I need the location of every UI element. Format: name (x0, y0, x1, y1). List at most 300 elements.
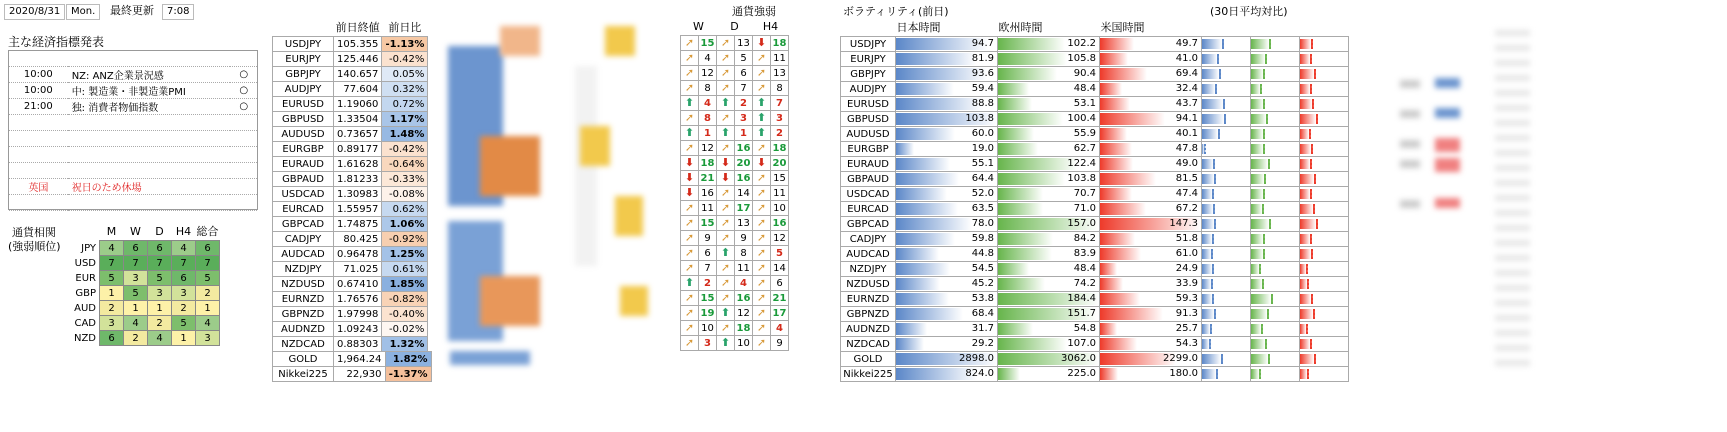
jp-volatility-bar (896, 172, 998, 187)
us-avg-ratio-bar (1300, 187, 1349, 202)
eu-avg-ratio-bar (1251, 82, 1300, 97)
avg-ratio-fill (1300, 114, 1318, 124)
eu-avg-ratio-bar (1251, 52, 1300, 67)
change-value: 0.62% (382, 202, 428, 217)
pair-symbol: EURCAD (841, 202, 896, 217)
arrow-cell (753, 321, 771, 336)
down-arrow-icon: ⬇ (756, 156, 767, 169)
us-avg-ratio-bar (1300, 217, 1349, 232)
jp-volatility-value: 44.8 (971, 248, 994, 259)
us-volatility-bar (1100, 337, 1202, 352)
diagonal-arrow-icon: ➚ (756, 51, 767, 64)
eu-volatility-value: 90.4 (1073, 68, 1096, 79)
eu-volatility-bar (998, 352, 1100, 367)
strength-score: 13 (771, 66, 789, 81)
eu-volatility-bar (998, 67, 1100, 82)
strength-title: 通貨相関 (12, 226, 56, 239)
arrow-cell (681, 291, 699, 306)
change-value: 0.32% (382, 82, 428, 97)
pair-symbol: AUDUSD (841, 127, 896, 142)
strength-arrow-row (681, 66, 789, 81)
strength-rank-cell: 4 (124, 316, 148, 331)
strength-score: 12 (699, 141, 717, 156)
strength-score: 16 (735, 171, 753, 186)
jp-volatility-bar (896, 112, 998, 127)
arrow-cell (753, 156, 771, 171)
eu-volatility-bar (998, 217, 1100, 232)
jp-avg-ratio-bar (1202, 202, 1251, 217)
jp-avg-ratio-bar (1202, 112, 1251, 127)
change-value: 1.82% (385, 352, 431, 367)
up-arrow-icon: ⬆ (720, 306, 731, 319)
eu-avg-ratio-bar (1251, 37, 1300, 52)
events-title: 主な経済指標発表 (8, 35, 105, 49)
strength-arrow-row (681, 261, 789, 276)
jp-avg-ratio-bar (1202, 307, 1251, 322)
strength-score: 1 (735, 126, 753, 141)
price-row (273, 292, 428, 307)
strength-rank-cell: 1 (172, 331, 196, 346)
avg-ratio-fill (1251, 264, 1261, 274)
eu-volatility-value: 70.7 (1073, 188, 1096, 199)
diagonal-arrow-icon: ➚ (684, 291, 695, 304)
volatility-row (841, 97, 1349, 112)
strength-arrow-row (681, 171, 789, 186)
pair-symbol: EURNZD (273, 292, 334, 307)
pair-symbol: NZDJPY (841, 262, 896, 277)
pair-symbol: Nikkei225 (841, 367, 896, 382)
prev-close-value: 0.67410 (334, 277, 382, 292)
avg-ratio-fill (1300, 99, 1314, 109)
volatility-row (841, 217, 1349, 232)
avg-ratio-fill (1202, 309, 1216, 319)
diagonal-arrow-icon: ➚ (720, 81, 731, 94)
avg-ratio-header (1202, 18, 1251, 37)
last-updated-time: 7:08 (162, 4, 194, 20)
arrow-cell (717, 306, 735, 321)
arrow-cell (717, 141, 735, 156)
volatility-fill (1100, 233, 1135, 245)
us-volatility-value: 67.2 (1175, 203, 1198, 214)
eu-volatility-bar (998, 337, 1100, 352)
strength-score: 15 (699, 216, 717, 231)
avg-ratio-fill (1251, 129, 1265, 139)
diagonal-arrow-icon: ➚ (756, 261, 767, 274)
prev-close-value: 1.61628 (334, 157, 382, 172)
strength-subtitle: (強弱順位) (8, 240, 61, 253)
avg-ratio-fill (1202, 144, 1206, 154)
pair-symbol: NZDCAD (273, 337, 334, 352)
price-header-row (273, 18, 428, 37)
jp-volatility-bar (896, 217, 998, 232)
us-volatility-value: 51.8 (1175, 233, 1198, 244)
strength-score: 8 (771, 81, 789, 96)
diagonal-arrow-icon: ➚ (684, 141, 695, 154)
jp-volatility-value: 78.0 (971, 218, 994, 229)
arrow-cell (753, 186, 771, 201)
change-value: -0.02% (382, 322, 428, 337)
strength-rank-cell: 3 (196, 331, 220, 346)
event-importance-mark: ○ (230, 83, 257, 99)
pair-symbol: GBPUSD (841, 112, 896, 127)
strength-score: 11 (735, 261, 753, 276)
up-arrow-icon: ⬆ (756, 96, 767, 109)
date-label: 2020/8/31 (4, 4, 65, 20)
eu-volatility-value: 48.4 (1073, 83, 1096, 94)
event-time (9, 163, 68, 179)
us-volatility-bar (1100, 352, 1202, 367)
pair-symbol: NZDJPY (273, 262, 334, 277)
arrow-cell (717, 261, 735, 276)
eu-avg-ratio-bar (1251, 127, 1300, 142)
volatility-fill (998, 338, 1067, 350)
avg-ratio-fill (1300, 144, 1313, 154)
volatility-fill (998, 368, 1020, 380)
strength-header-row (70, 222, 220, 241)
price-row (273, 217, 428, 232)
strength-row (70, 301, 220, 316)
eu-volatility-bar (998, 127, 1100, 142)
us-volatility-bar (1100, 142, 1202, 157)
strength-rank-cell: 5 (100, 271, 124, 286)
pair-symbol: USDCAD (841, 187, 896, 202)
strength-arrow-row (681, 96, 789, 111)
strength-rank-cell: 7 (172, 256, 196, 271)
pair-symbol: USDJPY (273, 37, 334, 52)
volatility-table-extra (840, 351, 1349, 382)
volatility-fill (1100, 188, 1132, 200)
jp-volatility-bar (896, 352, 998, 367)
prev-close-value: 0.73657 (334, 127, 382, 142)
prev-close-value: 22,930 (334, 367, 386, 382)
us-volatility-bar (1100, 307, 1202, 322)
volatility-fill (1100, 368, 1118, 380)
change-header: 前日比 (388, 21, 422, 34)
diagonal-arrow-icon: ➚ (684, 66, 695, 79)
arrow-cell (681, 111, 699, 126)
avg-ratio-fill (1202, 189, 1214, 199)
strength-rank-cell: 2 (196, 286, 220, 301)
arrow-cell (717, 216, 735, 231)
diagonal-arrow-icon: ➚ (720, 66, 731, 79)
jp-volatility-value: 52.0 (971, 188, 994, 199)
event-row (9, 83, 257, 99)
pair-symbol: EURJPY (841, 52, 896, 67)
strength-rank-cell: 3 (148, 286, 172, 301)
volatility-row (841, 127, 1349, 142)
volatility-fill (1100, 68, 1147, 80)
arrow-cell (681, 96, 699, 111)
strength-score: 3 (771, 111, 789, 126)
up-arrow-icon: ⬆ (684, 276, 695, 289)
eu-volatility-value: 53.1 (1073, 98, 1096, 109)
prev-close-value: 1.97998 (334, 307, 382, 322)
eu-volatility-bar (998, 202, 1100, 217)
avg-ratio-fill (1300, 264, 1308, 274)
jp-volatility-value: 29.2 (971, 338, 994, 349)
strength-row (70, 271, 220, 286)
pair-symbol: GBPAUD (273, 172, 334, 187)
strength-score: 1 (699, 126, 717, 141)
avg-ratio-fill (1300, 204, 1315, 214)
pair-symbol: GBPNZD (841, 307, 896, 322)
arrow-cell (717, 126, 735, 141)
jp-volatility-bar (896, 52, 998, 67)
prev-close-value: 0.88303 (334, 337, 382, 352)
arrow-cell (717, 36, 735, 51)
event-description (68, 51, 231, 67)
strength-rank-cell: 5 (124, 286, 148, 301)
eu-avg-ratio-bar (1251, 292, 1300, 307)
us-avg-ratio-bar (1300, 337, 1349, 352)
strength-rank-cell: 6 (148, 241, 172, 256)
jp-volatility-value: 64.4 (971, 173, 994, 184)
volatility-fill (998, 233, 1053, 245)
volatility-row (841, 37, 1349, 52)
strength-rank-cell: 2 (124, 331, 148, 346)
volatility-fill (896, 98, 983, 110)
price-row (273, 232, 428, 247)
down-arrow-icon: ⬇ (684, 171, 695, 184)
jp-volatility-value: 94.7 (971, 38, 994, 49)
us-volatility-bar (1100, 277, 1202, 292)
volatility-fill (896, 173, 959, 185)
jp-volatility-value: 54.5 (971, 263, 994, 274)
event-row (9, 67, 257, 83)
eu-volatility-bar (998, 262, 1100, 277)
avg-ratio-fill (1251, 279, 1264, 289)
pair-symbol: NZDUSD (841, 277, 896, 292)
event-time (9, 147, 68, 163)
jp-volatility-bar (896, 127, 998, 142)
strength-score: 14 (735, 186, 753, 201)
diagonal-arrow-icon: ➚ (684, 201, 695, 214)
change-value: -0.42% (382, 142, 428, 157)
us-volatility-value: 33.9 (1175, 278, 1198, 289)
jp-volatility-value: 88.8 (971, 98, 994, 109)
jp-volatility-value: 81.9 (971, 53, 994, 64)
strength-currency: JPY (81, 242, 96, 254)
price-row (273, 352, 432, 367)
arrow-cell (681, 66, 699, 81)
strength-score: 16 (735, 141, 753, 156)
strength-score: 2 (735, 96, 753, 111)
strength-rank-cell: 4 (172, 241, 196, 256)
eu-volatility-value: 100.4 (1067, 113, 1096, 124)
avg-ratio-fill (1202, 54, 1219, 64)
down-arrow-icon: ⬇ (720, 156, 731, 169)
eu-avg-ratio-bar (1251, 262, 1300, 277)
volatility-fill (1100, 308, 1163, 320)
eu-volatility-value: 107.0 (1067, 338, 1096, 349)
eu-volatility-bar (998, 52, 1100, 67)
strength-rank-cell: 1 (196, 301, 220, 316)
jp-volatility-bar (896, 367, 998, 382)
strength-rank-cell: 1 (100, 286, 124, 301)
volatility-row (841, 307, 1349, 322)
pair-symbol: AUDJPY (273, 82, 334, 97)
strength-arrow-row (681, 126, 789, 141)
price-row (273, 322, 428, 337)
strength-currency: AUD (74, 302, 96, 314)
strength-currency: NZD (73, 332, 96, 344)
last-updated-label: 最終更新 (110, 4, 154, 17)
price-row (273, 367, 432, 382)
change-value: 0.61% (382, 262, 428, 277)
strength-score: 16 (735, 291, 753, 306)
strength-arrow-header (681, 18, 789, 36)
volatility-fill (1100, 113, 1165, 125)
us-volatility-bar (1100, 172, 1202, 187)
event-row (9, 51, 257, 67)
us-volatility-value: 41.0 (1175, 53, 1198, 64)
avg-ratio-fill (1300, 339, 1312, 349)
diagonal-arrow-icon: ➚ (720, 141, 731, 154)
volatility-fill (896, 248, 939, 260)
avg-ratio-fill (1300, 324, 1308, 334)
eu-avg-ratio-bar (1251, 97, 1300, 112)
us-volatility-value: 94.1 (1175, 113, 1198, 124)
eu-volatility-bar (998, 247, 1100, 262)
strength-score: 16 (699, 186, 717, 201)
strength-arrow-row (681, 51, 789, 66)
jp-volatility-bar (896, 232, 998, 247)
arrow-cell (681, 246, 699, 261)
strength-matrix (70, 222, 220, 346)
prev-close-value: 1.09243 (334, 322, 382, 337)
arrow-cell (681, 171, 699, 186)
change-value: 0.05% (382, 67, 428, 82)
us-avg-ratio-bar (1300, 82, 1349, 97)
strength-score: 16 (771, 216, 789, 231)
event-time (9, 195, 68, 211)
strength-score: 8 (699, 111, 717, 126)
event-time: 英国 (9, 179, 68, 195)
event-row (9, 147, 257, 163)
strength-arrow-row (681, 291, 789, 306)
strength-score: 4 (699, 96, 717, 111)
arrow-cell (681, 231, 699, 246)
us-volatility-value: 61.0 (1175, 248, 1198, 259)
jp-volatility-bar (896, 142, 998, 157)
prev-close-value: 140.657 (334, 67, 382, 82)
blurred-panel (440, 6, 665, 386)
jp-volatility-bar (896, 247, 998, 262)
arrow-cell (753, 171, 771, 186)
eu-volatility-bar (998, 232, 1100, 247)
us-volatility-bar (1100, 112, 1202, 127)
avg-ratio-fill (1251, 144, 1265, 154)
avg-ratio-fill (1202, 159, 1215, 169)
price-row (273, 187, 428, 202)
strength-column-header: H4 (175, 224, 192, 238)
eu-volatility-bar (998, 367, 1100, 382)
eu-volatility-value: 74.2 (1073, 278, 1096, 289)
event-description (68, 163, 231, 179)
jp-avg-ratio-bar (1202, 232, 1251, 247)
avg-ratio-fill (1300, 249, 1313, 259)
us-volatility-value: 47.4 (1175, 188, 1198, 199)
us-avg-ratio-bar (1300, 352, 1349, 367)
diagonal-arrow-icon: ➚ (684, 51, 695, 64)
prev-close-value: 1.19060 (334, 97, 382, 112)
eu-volatility-value: 122.4 (1067, 158, 1096, 169)
volatility-fill (1100, 143, 1132, 155)
jp-avg-ratio-bar (1202, 262, 1251, 277)
jp-volatility-bar (896, 307, 998, 322)
volatility-fill (998, 203, 1043, 215)
us-volatility-bar (1100, 367, 1202, 382)
strength-score: 4 (699, 51, 717, 66)
us-volatility-value: 54.3 (1175, 338, 1198, 349)
strength-rank-cell: 7 (100, 256, 124, 271)
strength-column-header: D (155, 224, 164, 238)
strength-score: 5 (735, 51, 753, 66)
us-volatility-value: 2299.0 (1163, 353, 1198, 364)
arrow-cell (753, 336, 771, 351)
price-row (273, 112, 428, 127)
diagonal-arrow-icon: ➚ (756, 336, 767, 349)
volatility-fill (896, 53, 976, 65)
diagonal-arrow-icon: ➚ (756, 246, 767, 259)
volatility-fill (896, 188, 947, 200)
price-row (273, 82, 428, 97)
pair-symbol: EURUSD (841, 97, 896, 112)
eu-volatility-bar (998, 142, 1100, 157)
volatility-fill (998, 113, 1063, 125)
us-volatility-value: 91.3 (1175, 308, 1198, 319)
strength-currency: CAD (74, 317, 96, 329)
us-volatility-value: 49.7 (1175, 38, 1198, 49)
strength-rank-cell: 3 (172, 286, 196, 301)
eu-avg-ratio-bar (1251, 202, 1300, 217)
avg-ratio-fill (1251, 249, 1265, 259)
event-row (9, 115, 257, 131)
event-row (9, 163, 257, 179)
strength-arrow-row (681, 276, 789, 291)
change-value: -0.42% (382, 52, 428, 67)
avg-ratio-fill (1300, 69, 1316, 79)
jp-volatility-value: 63.5 (971, 203, 994, 214)
strength-rank-cell: 7 (148, 256, 172, 271)
diagonal-arrow-icon: ➚ (756, 321, 767, 334)
avg-ratio-fill (1202, 39, 1224, 49)
strength-score: 12 (699, 66, 717, 81)
us-avg-ratio-bar (1300, 322, 1349, 337)
volatility-fill (896, 323, 927, 335)
event-importance-mark (230, 131, 257, 147)
us-avg-ratio-bar (1300, 172, 1349, 187)
prev-close-value: 1.74875 (334, 217, 382, 232)
eu-volatility-bar (998, 187, 1100, 202)
strength-currency: GBP (75, 287, 96, 299)
us-volatility-value: 25.7 (1175, 323, 1198, 334)
us-avg-ratio-bar (1300, 157, 1349, 172)
us-volatility-bar (1100, 322, 1202, 337)
arrow-cell (753, 276, 771, 291)
volatility-fill (1100, 158, 1133, 170)
jp-avg-ratio-bar (1202, 292, 1251, 307)
arrow-cell (717, 81, 735, 96)
volatility-fill (896, 278, 940, 290)
arrow-cell (681, 321, 699, 336)
volatility-fill (896, 293, 949, 305)
eu-avg-ratio-bar (1251, 142, 1300, 157)
price-row (273, 127, 428, 142)
avg-ratio-fill (1202, 114, 1226, 124)
strength-score: 3 (735, 111, 753, 126)
strength-score: 4 (735, 276, 753, 291)
